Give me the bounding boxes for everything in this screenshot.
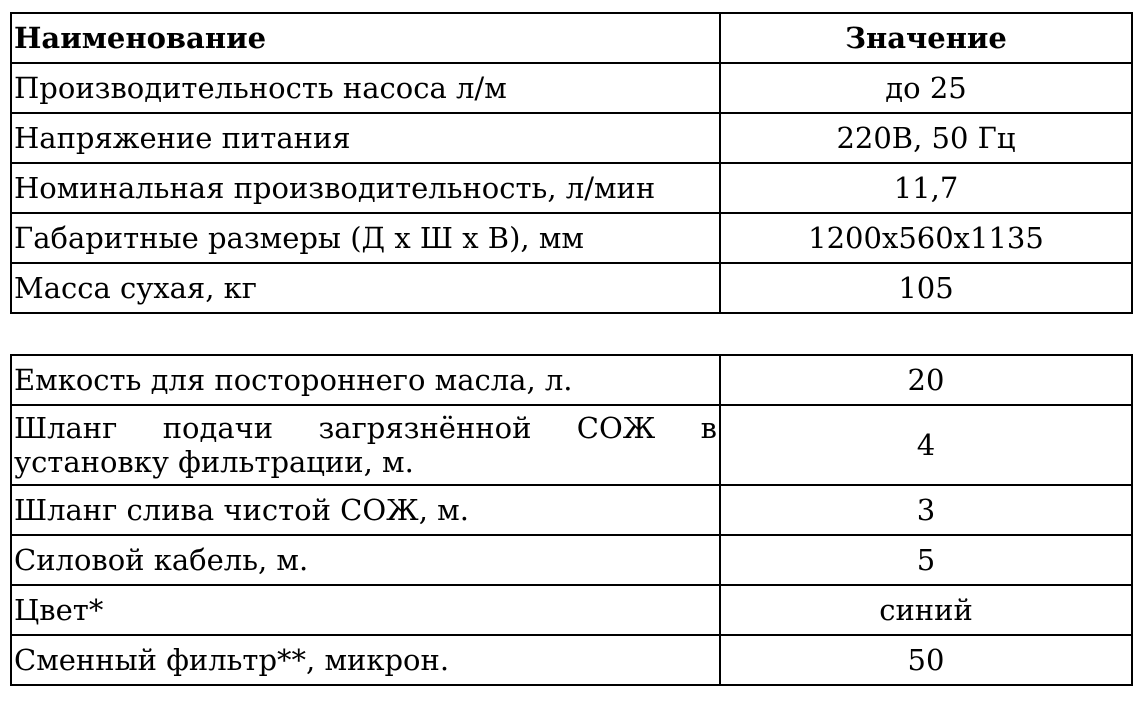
row-name-cell: Напряжение питания [11,113,720,163]
row-value-cell: 3 [720,485,1132,535]
table-row [11,635,1132,685]
row-name-cell: Габаритные размеры (Д х Ш х В), мм [11,213,720,263]
table-row [11,585,1132,635]
equipment-table [10,354,1133,686]
table-row [11,213,1132,263]
table-row [11,405,1132,485]
table-row [11,113,1132,163]
table-header-row [11,13,1132,63]
row-value-cell: синий [720,585,1132,635]
row-value-cell: 1200х560х1135 [720,213,1132,263]
table-row [11,63,1132,113]
row-name-cell: Цвет* [11,585,720,635]
row-name-cell: Сменный фильтр**, микрон. [11,635,720,685]
header-name-cell: Наименование [11,13,720,63]
row-name-cell: Производительность насоса л/м [11,63,720,113]
row-value-cell: 20 [720,355,1132,405]
row-value-cell: 4 [720,405,1132,485]
table-row [11,535,1132,585]
row-value-cell: 11,7 [720,163,1132,213]
table-row [11,485,1132,535]
table-row [11,163,1132,213]
row-value-cell: 5 [720,535,1132,585]
table-row [11,355,1132,405]
table-row [11,263,1132,313]
row-name-cell: Емкость для постороннего масла, л. [11,355,720,405]
row-value-cell: 105 [720,263,1132,313]
row-name-cell: Силовой кабель, м. [11,535,720,585]
row-name-cell: Шланг слива чистой СОЖ, м. [11,485,720,535]
row-name-cell: Масса сухая, кг [11,263,720,313]
row-value-cell: до 25 [720,63,1132,113]
row-value-cell: 50 [720,635,1132,685]
row-name-cell: Номинальная производительность, л/мин [11,163,720,213]
header-value-cell: Значение [720,13,1132,63]
row-value-cell: 220В, 50 Гц [720,113,1132,163]
specifications-table [10,12,1133,314]
row-name-cell: Шланг подачи загрязнённой СОЖ в установку фильтрации, м. [11,405,720,485]
